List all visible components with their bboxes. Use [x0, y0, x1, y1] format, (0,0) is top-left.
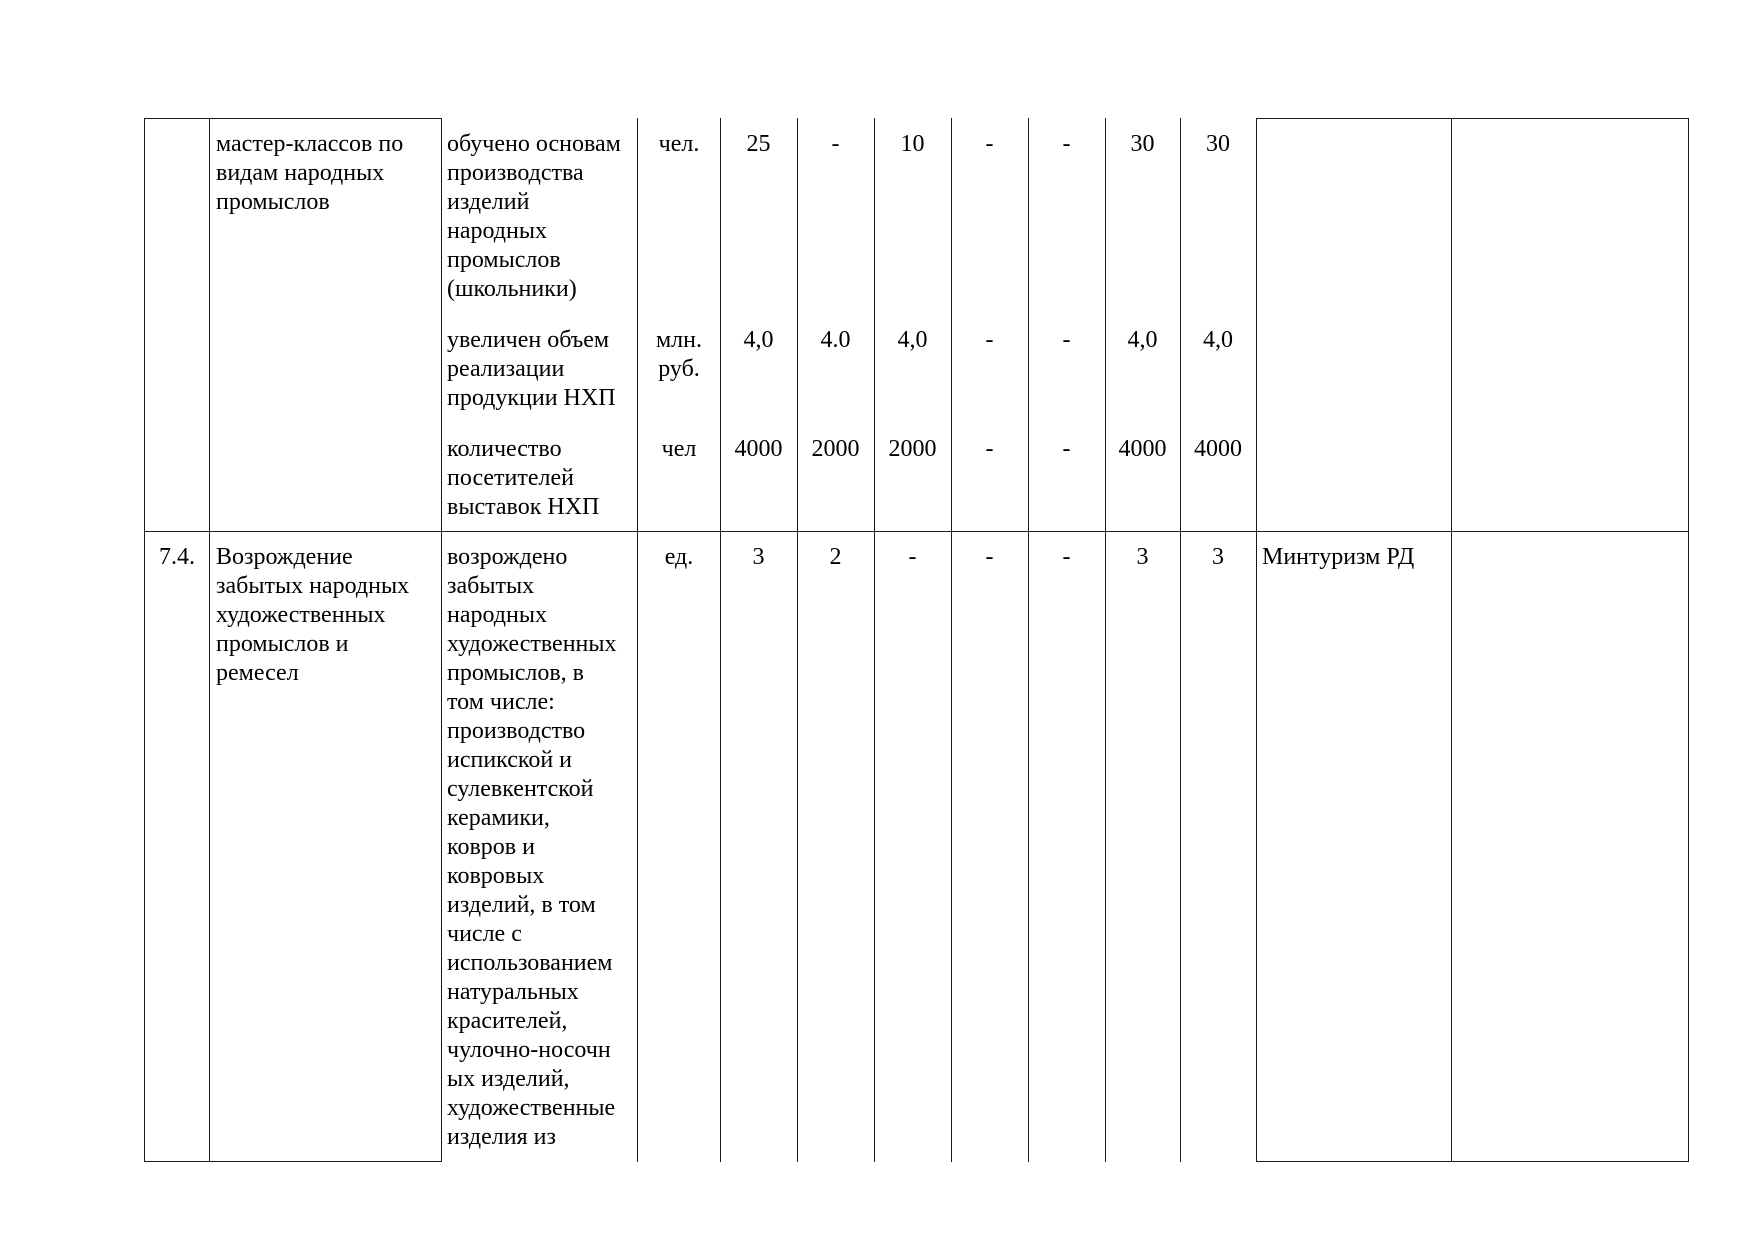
table-border-top: [144, 118, 441, 119]
indicator-value: 2000: [811, 436, 860, 462]
indicator-value: -: [1062, 436, 1071, 462]
indicator-unit: чел: [661, 436, 697, 462]
indicator-value: 4000: [1194, 436, 1242, 462]
indicator-text: количество посетителей выставок НХП: [447, 436, 600, 520]
table-border-bottom: [144, 1161, 441, 1162]
indicator-value: 4,0: [743, 327, 774, 353]
column-divider: [874, 118, 875, 1162]
column-divider: [1180, 118, 1181, 1162]
indicator-text: обучено основам производства изделий народных промыслов (школьники): [447, 131, 621, 302]
indicator-value: 25: [746, 131, 771, 157]
indicator-value: 4.0: [820, 327, 851, 353]
column-divider: [209, 118, 210, 1162]
indicator-value: -: [1062, 544, 1071, 570]
row-number: 7.4.: [159, 544, 195, 570]
indicator-value: 3: [752, 544, 765, 570]
column-divider: [720, 118, 721, 1162]
indicator-value: -: [1062, 327, 1071, 353]
table-border-left: [144, 118, 145, 1162]
indicator-value: 3: [1136, 544, 1149, 570]
column-divider: [441, 118, 442, 1162]
indicator-value: -: [908, 544, 917, 570]
indicator-value: -: [831, 131, 840, 157]
indicator-value: 4000: [734, 436, 783, 462]
indicator-unit: ед.: [664, 544, 694, 570]
indicator-value: 2: [829, 544, 842, 570]
indicator-value: 30: [1130, 131, 1155, 157]
column-divider: [1105, 118, 1106, 1162]
indicator-value: 2000: [888, 436, 937, 462]
indicator-value: -: [985, 131, 994, 157]
indicator-unit: чел.: [658, 131, 700, 157]
indicator-value: 4,0: [1203, 327, 1233, 353]
measure-title: мастер-классов по видам народных промыслов: [216, 131, 404, 215]
indicator-value: 4000: [1118, 436, 1167, 462]
table-border-top: [1256, 118, 1689, 119]
indicator-value: 4,0: [1127, 327, 1158, 353]
indicator-value: 30: [1206, 131, 1230, 157]
column-divider: [1256, 118, 1257, 1162]
column-divider: [951, 118, 952, 1162]
indicator-value: -: [985, 327, 994, 353]
column-divider: [1451, 118, 1452, 1162]
indicator-text: увеличен объем реализации продукции НХП: [447, 327, 616, 411]
indicator-value: 4,0: [897, 327, 928, 353]
column-divider: [1028, 118, 1029, 1162]
responsible-executor: Минтуризм РД: [1262, 544, 1415, 570]
indicator-value: 3: [1212, 544, 1224, 570]
indicator-text: возрождено забытых народных художественных промыслов, в том числе: производство испикской и сулевкентской керамики, ковров и ковровых изделий, в том числе с использованием натуральных красителей, чулочно-носочн ых изделий, художественные изделия из: [447, 544, 617, 1150]
column-divider: [797, 118, 798, 1162]
indicator-value: -: [1062, 131, 1071, 157]
indicator-value: -: [985, 436, 994, 462]
table-border-bottom: [1256, 1161, 1689, 1162]
indicator-value: -: [985, 544, 994, 570]
indicator-unit: млн. руб.: [655, 327, 702, 382]
row-divider: [144, 531, 1689, 532]
column-divider: [637, 118, 638, 1162]
measure-title: Возрождение забытых народных художественных промыслов и ремесел: [216, 544, 410, 686]
table-border-right: [1688, 118, 1689, 1162]
indicator-value: 10: [900, 131, 925, 157]
